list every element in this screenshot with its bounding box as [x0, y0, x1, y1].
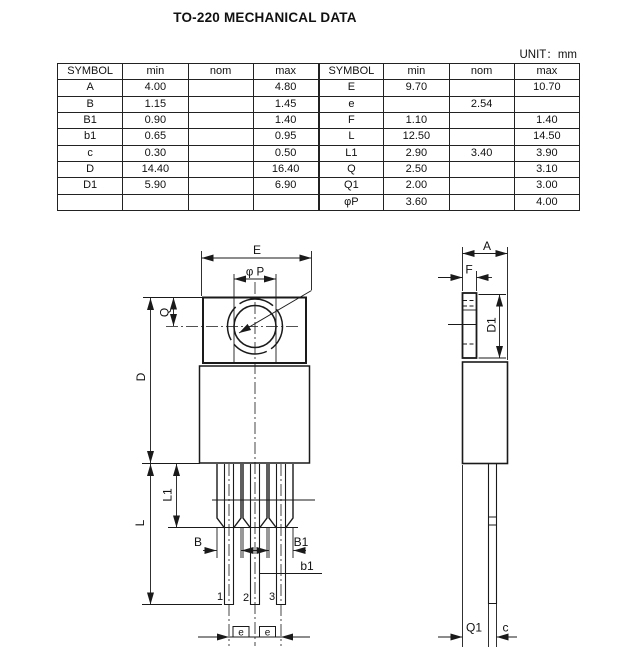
col-header: max	[514, 64, 579, 80]
pin-number-1: 1	[216, 591, 224, 603]
dim-label-phiP: φ P	[245, 266, 265, 279]
col-header: nom	[188, 64, 253, 80]
col-header: SYMBOL	[319, 64, 384, 80]
table-cell: 1.45	[253, 96, 318, 112]
dim-label-b1: b1	[300, 559, 314, 573]
table-cell: c	[58, 145, 123, 161]
table-cell: 0.30	[123, 145, 188, 161]
table-cell: 4.00	[123, 80, 188, 96]
dim-label-F: F	[465, 262, 473, 277]
dim-label-D1: D1	[484, 317, 499, 333]
table-cell: 10.70	[514, 80, 579, 96]
table-cell: 3.90	[514, 145, 579, 161]
table-cell: D1	[58, 178, 123, 194]
table-cell: 0.90	[123, 112, 188, 128]
table-cell: B	[58, 96, 123, 112]
table-cell: Q	[319, 161, 384, 177]
dim-label-A: A	[482, 239, 492, 253]
dim-label-B1: B1	[293, 535, 309, 549]
table-cell: 6.90	[253, 178, 318, 194]
table-cell: 1.40	[253, 112, 318, 128]
table-cell: 3.10	[514, 161, 579, 177]
table-cell: 2.54	[449, 96, 514, 112]
front-view	[133, 243, 322, 646]
table-cell: L	[319, 129, 384, 145]
side-view	[438, 239, 517, 647]
side-body-outline	[463, 362, 508, 464]
table-cell: 16.40	[253, 161, 318, 177]
table-cell: 0.65	[123, 129, 188, 145]
col-header: max	[253, 64, 318, 80]
table-cell: b1	[58, 129, 123, 145]
table-cell: F	[319, 112, 384, 128]
dim-label-e-left: e	[238, 627, 244, 639]
dim-label-e-right: e	[264, 627, 271, 639]
table-cell: Q1	[319, 178, 384, 194]
table-cell: A	[58, 80, 123, 96]
table-cell: 12.50	[384, 129, 449, 145]
table-cell: 4.00	[514, 194, 579, 210]
table-cell: 2.00	[384, 178, 449, 194]
dim-label-B: B	[193, 535, 203, 549]
table-cell: 3.00	[514, 178, 579, 194]
front-body-outline	[200, 366, 310, 463]
table-cell: 3.60	[384, 194, 449, 210]
table-cell: 2.90	[384, 145, 449, 161]
table-cell: 9.70	[384, 80, 449, 96]
page-title: TO-220 MECHANICAL DATA	[173, 10, 357, 25]
table-cell: 4.80	[253, 80, 318, 96]
dim-label-E: E	[252, 243, 262, 257]
col-header: min	[384, 64, 449, 80]
unit-label: UNIT：mm	[519, 49, 577, 61]
table-cell: 1.15	[123, 96, 188, 112]
front-tab-outline	[203, 298, 306, 364]
dim-label-D: D	[134, 372, 148, 382]
dim-label-c: c	[502, 620, 509, 635]
table-cell: 3.40	[449, 145, 514, 161]
table-cell: E	[319, 80, 384, 96]
table-cell: 2.50	[384, 161, 449, 177]
table-cell: D	[58, 161, 123, 177]
col-header: SYMBOL	[58, 64, 123, 80]
side-pin-lead	[489, 464, 497, 604]
dim-label-L1: L1	[160, 488, 175, 502]
table-cell: 1.40	[514, 112, 579, 128]
table-cell: 14.50	[514, 129, 579, 145]
col-header: nom	[449, 64, 514, 80]
table-cell: 5.90	[123, 178, 188, 194]
pin-number-2: 2	[242, 592, 250, 604]
table-cell: 1.10	[384, 112, 449, 128]
table-cell: φP	[319, 194, 384, 210]
side-tab-outline	[463, 293, 477, 358]
table-cell: 0.50	[253, 145, 318, 161]
table-cell: L1	[319, 145, 384, 161]
pin-number-3: 3	[268, 591, 276, 603]
dim-label-L: L	[133, 519, 147, 527]
table-cell: 0.95	[253, 129, 318, 145]
dim-label-Q: Q	[157, 307, 172, 318]
table-cell: B1	[58, 112, 123, 128]
col-header: min	[123, 64, 188, 80]
table-cell: e	[319, 96, 384, 112]
dim-label-Q1: Q1	[465, 620, 483, 635]
table-cell: 14.40	[123, 161, 188, 177]
